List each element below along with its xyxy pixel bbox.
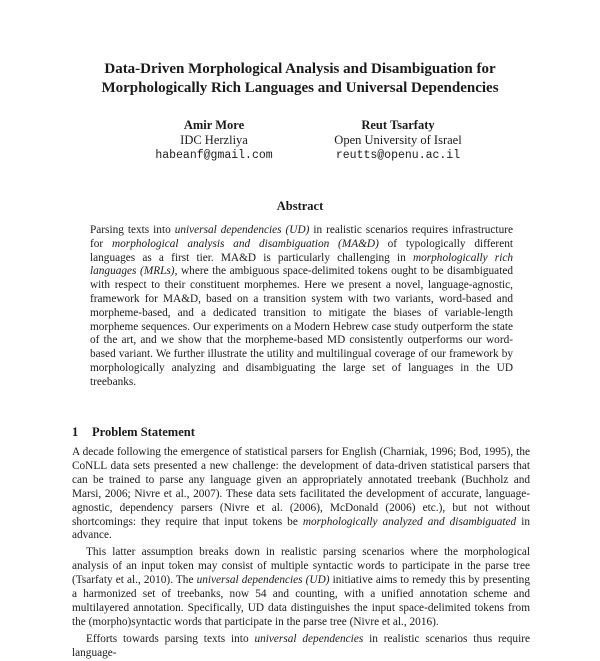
text-run: Efforts towards parsing texts into <box>86 632 255 645</box>
abstract-run: Parsing texts into <box>90 224 175 236</box>
abstract-heading: Abstract <box>276 199 324 213</box>
text-emphasis: morphologically analyzed and disambiguated <box>302 515 517 528</box>
author-block-2 <box>298 118 498 163</box>
text-emphasis: universal dependencies (UD) <box>196 574 330 587</box>
author-name: Amir More <box>183 118 245 132</box>
abstract-run: , where the ambiguous space-delimited tokens ought to be disambiguated with respect to their constituent morphemes. Here we present a novel, language-agnostic, framework for MA&D, based on a transition system with two variants, word-based and morpheme-based, and a dedicated transition to mitigate the biases of variable-length morpheme sequences. Our experiments on a Modern Hebrew case study outperform the state of the art, and we show that the morpheme-based MD consistently outperforms our word-based variant. We further illustrate the utility and multilingual coverage of our framework by morphologically analyzing and disambiguating the large set of languages in the UD treebanks. <box>90 265 514 388</box>
text-run: in advance. <box>72 515 530 542</box>
section-body <box>72 446 530 661</box>
abstract-emphasis: universal dependencies (UD) <box>174 224 310 236</box>
author-name: Reut Tsarfaty <box>361 118 435 132</box>
author-email: habeanf@gmail.com <box>155 149 273 162</box>
text-run: A decade following the emergence of statistical parsers for English (Charniak, 1996; Bod, 1995), the CoNLL data sets presented a new challenge: the development of data-driven statistical parsers that can be trained to parse any language given an appropriately annotated treebank (Buchholz and Marsi, 2006; Nivre et al., 2007). These data sets facilitated the development of accurate, language-agnostic, dependency parsers (Nivre et al. (2006), McDonald (2006) etc.), but not without shortcomings: they require that input tokens be <box>72 446 530 528</box>
abstract-run: of typologically different languages as a first tier. MA&D is particularly challenging in <box>90 237 513 264</box>
section-number: 1 <box>72 425 79 439</box>
text-emphasis: universal dependencies <box>254 632 364 645</box>
text-run: This latter assumption breaks down in realistic parsing scenarios where the morphological analysis of an input token may consist of multiple syntactic words to participate in the parse tree (Tsarfaty et al., 2010). The <box>72 546 530 587</box>
author-email: reutts@openu.ac.il <box>335 149 461 162</box>
abstract-run: in realistic scenarios requires infrastructure for <box>90 224 513 250</box>
section-title: Problem Statement <box>92 425 195 439</box>
paragraph-1 <box>72 446 530 543</box>
paragraph-3 <box>72 633 530 661</box>
abstract-emphasis: morphological analysis and disambiguation (MA&D) <box>112 237 379 250</box>
author-block-1 <box>114 118 314 163</box>
text-run: in realistic scenarios thus require language- <box>72 632 530 659</box>
abstract-emphasis: morphologically rich languages (MRLs) <box>90 251 513 278</box>
author-affiliation: Open University of Israel <box>334 133 462 147</box>
title-line-1: Data-Driven Morphological Analysis and Disambiguation for <box>104 61 496 77</box>
text-run: initiative aims to remedy this by presenting a harmonized set of treebanks, now 54 and counting, with a unified annotation scheme and multilayered annotation. Specifically, UD data distinguishes the input space-delimited tokens from the (morpho)syntactic words that participate in the parse tree (Nivre et al., 2016). <box>72 574 530 628</box>
section-heading <box>72 425 195 440</box>
author-affiliation: IDC Herzliya <box>180 133 248 147</box>
paper-title <box>60 60 540 98</box>
abstract-text <box>90 224 513 390</box>
title-line-2: Morphologically Rich Languages and Universal Dependencies <box>101 80 499 96</box>
paragraph-2 <box>72 546 530 629</box>
